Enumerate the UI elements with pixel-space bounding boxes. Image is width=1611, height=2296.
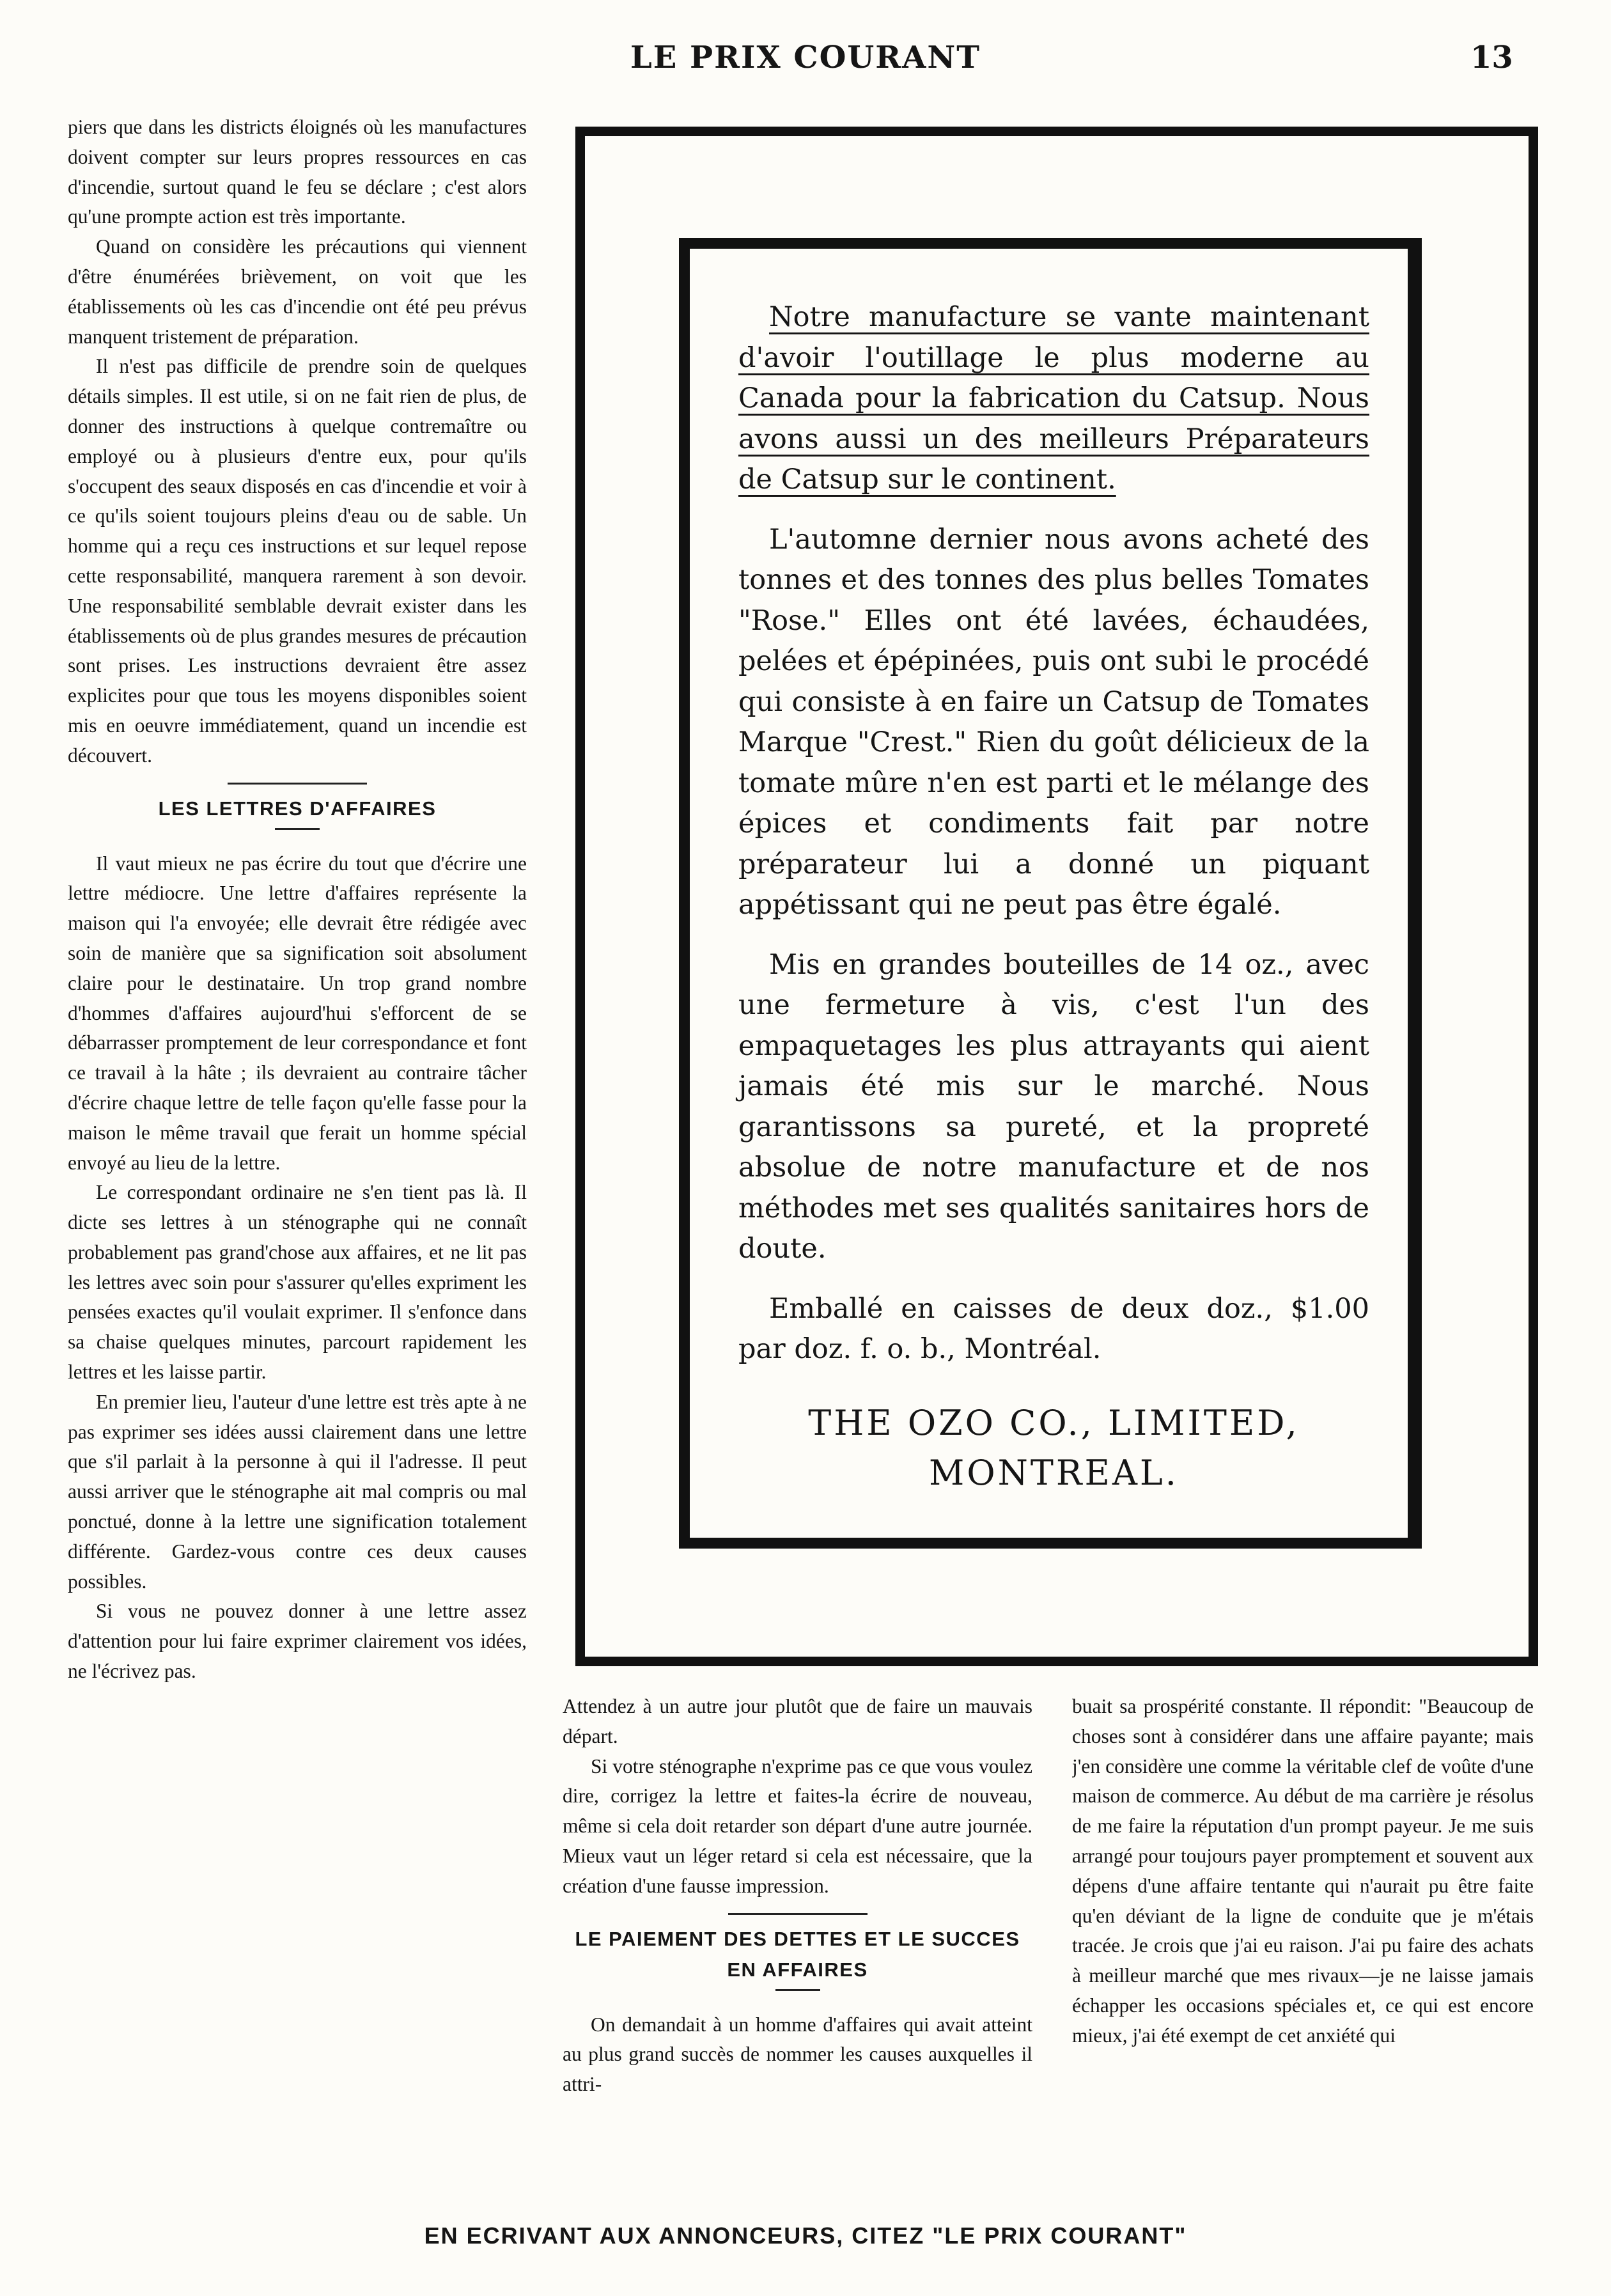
paragraph: Quand on considère les précautions qui viennent d'être énumérées brièvement, on voit que les établissements où les cas d'incendie ont été peu prévus manquent tristement de préparation.: [68, 235, 527, 348]
paragraph: Attendez à un autre jour plutôt que de faire un mauvais départ.: [563, 1695, 1032, 1747]
column-left: [68, 113, 527, 2184]
heading-underline: [275, 828, 320, 830]
paragraph: Il vaut mieux ne pas écrire du tout que d'écrire une lettre médiocre. Une lettre d'affaires représente la maison qui l'a envoyée; elle devrait être rédigée avec soin de manière que sa signification soit absolument claire pour le destinataire. Un trop grand nombre d'hommes d'affaires aujourd'hui s'efforcent de se débarrasser promptement de leur correspondance et font ce travail à la hâte ; ils devraient au contraire tâcher d'écrire chaque lettre de telle façon qu'elle fasse pour la maison le même travail que ferait un homme spécial envoyé au lieu de la lettre.: [68, 852, 527, 1174]
paragraph: On demandait à un homme d'affaires qui avait atteint au plus grand succès de nommer les causes auxquelles il attri-: [563, 2013, 1032, 2096]
page-number: 13: [1470, 40, 1513, 75]
paragraph: Si vous ne pouvez donner à une lettre assez d'attention pour lui faire exprimer clairement vos idées, ne l'écrivez pas.: [68, 1600, 527, 1683]
paragraph: piers que dans les districts éloignés où les manufactures doivent compter sur leurs propres ressources en cas d'incendie, surtout quand le feu se déclare ; c'est alors qu'une prompte action est très importante.: [68, 116, 527, 228]
paragraph: En premier lieu, l'auteur d'une lettre est très apte à ne pas exprimer ses idées aussi clairement dans une lettre que s'il parlait à la personne à qui il l'adresse. Il peut aussi arriver que le sténographe ait mal compris ou mal ponctué, donne à la lettre une signification totalement différente. Gardez-vous contre ces deux causes possibles.: [68, 1390, 527, 1593]
heading-underline: [775, 1989, 820, 1991]
ad-company-city: MONTREAL.: [929, 1452, 1179, 1493]
page-footer: EN ECRIVANT AUX ANNONCEURS, CITEZ "LE PRIX COURANT": [424, 2222, 1187, 2249]
section-divider: [728, 1913, 868, 1915]
paragraph: Il n'est pas difficile de prendre soin de quelques détails simples. Il est utile, si on ne fait rien de plus, de donner des instructions à quelque contremaître ou employé ou à plusieurs d'entre eux, pour qu'ils s'occupent des seaux disposés en cas d'incendie et voir à ce qu'ils soient toujours pleins d'eau ou de sable. Un homme qui a reçu ces instructions et sur lequel repose cette responsabilité, manquera rarement à son devoir. Une responsabilité semblable devrait exister dans les établissements où de plus grandes mesures de précaution sont prises. Les instructions devraient être assez explicites pour que tous les moyens disponibles soient mis en oeuvre immédiatement, quand un incendie est découvert.: [68, 355, 527, 767]
column-middle: [563, 1692, 1032, 2191]
page-header-title: LE PRIX COURANT: [630, 40, 981, 75]
ad-paragraph-bottles: Mis en grandes bouteilles de 14 oz., avec une fermeture à vis, c'est l'un des empaquetages les plus attrayants qui aient jamais été mis sur le marché. Nous garantissons sa pureté, et la propreté absolue de notre manufacture et de nos méthodes met ses qualités sanitaires hors de doute.: [738, 948, 1369, 1265]
paragraph: buait sa prospérité constante. Il répondit: "Beaucoup de choses sont à considérer dans une affaire payante; mais j'en considère une comme la véritable clef de voûte d'une maison de commerce. Au début de ma carrière je résolus de me faire la réputation d'un prompt payeur. Je me suis arrangé pour toujours payer promptement et souvent aux dépens d'une affaire tentante qui n'aurait pu être faite qu'en déviant de la ligne de conduite que je m'étais tracée. Je crois que j'ai eu raison. J'ai pu faire des achats à meilleur marché que mes rivaux—je ne laisse jamais échapper les occasions spéciales et, ce qui est encore mieux, j'ai été exempt de cet anxiété qui: [1072, 1695, 1534, 2047]
section-heading: LE PAIEMENT DES DETTES ET LE SUCCES EN AFFAIRES: [575, 1927, 1020, 1981]
ad-paragraph-intro: Notre manufacture se vante maintenant d'avoir l'outillage le plus moderne au Canada pour la fabrication du Catsup. Nous avons aussi un des meilleurs Préparateurs de Catsup sur le continent.: [738, 301, 1369, 496]
section-divider: [228, 783, 367, 785]
advertisement-box: [679, 238, 1422, 1549]
column-right: [1072, 1692, 1534, 2191]
ad-paragraph-tomatoes: L'automne dernier nous avons acheté des tonnes et des tonnes des plus belles Tomates "Rose." Elles ont été lavées, échaudées, pelées et épépinées, puis ont subi le procédé qui consiste à en faire un Catsup de Tomates Marque "Crest." Rien du goût délicieux de la tomate mûre n'en est parti et le mélange des épices et condiments fait par notre préparateur lui a donné un piquant appétissant qui ne peut pas être égalé.: [738, 523, 1369, 921]
ad-paragraph-price: Emballé en caisses de deux doz., $1.00 par doz. f. o. b., Montréal.: [738, 1292, 1369, 1365]
paragraph: Le correspondant ordinaire ne s'en tient pas là. Il dicte ses lettres à un sténographe qui ne connaît probablement pas grand'chose aux affaires, et ne lit pas les lettres avec soin pour s'assurer qu'elles expriment les pensées exactes qu'il voulait exprimer. Il s'enfonce dans sa chaise quelques minutes, parcourt rapidement les lettres et les laisse partir.: [68, 1181, 527, 1384]
section-heading: LES LETTRES D'AFFAIRES: [158, 797, 437, 820]
ad-company-name: THE OZO CO., LIMITED,: [808, 1402, 1300, 1443]
paragraph: Si votre sténographe n'exprime pas ce que vous voulez dire, corrigez la lettre et faites-la écrire de nouveau, même si cela doit retarder son départ d'une autre journée. Mieux vaut un léger retard si cela est nécessaire, que la création d'une fausse impression.: [563, 1754, 1032, 1897]
